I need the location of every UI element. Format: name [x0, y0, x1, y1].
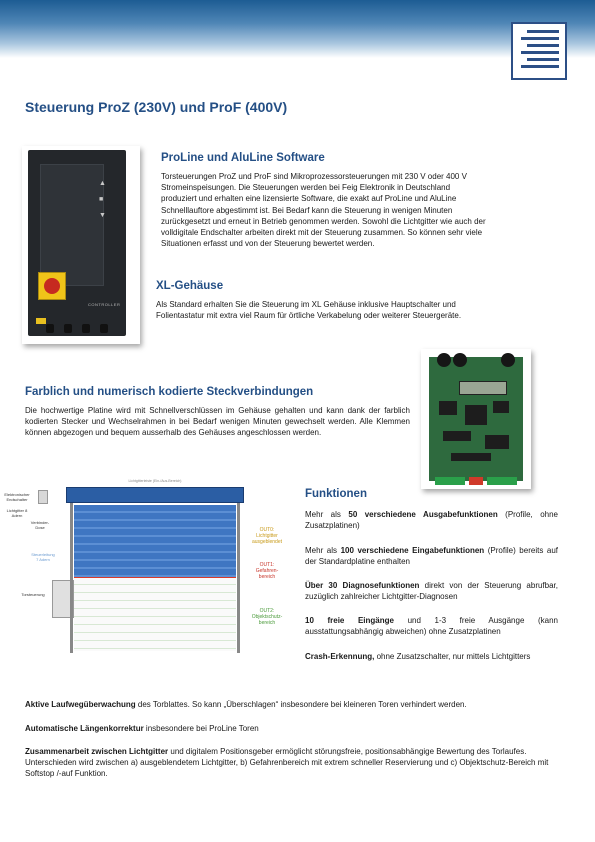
funktion-item-3: Über 30 Diagnosefunktionen direkt von der Steuerung abrufbar, zuzüglich zahlreicher Lichtgitter-Diagnosen [305, 581, 558, 602]
funktion-item-2: Mehr als 100 verschiedene Eingabefunktionen (Profile) bereits auf der Standardplatine enthalten [305, 546, 558, 567]
page-title: Steuerung ProZ (230V) und ProF (400V) [25, 99, 288, 115]
plugs-text: Die hochwertige Platine wird mit Schnellverschlüssen im Gehäuse gehalten und kann dank der farblich kodierten Stecker und Wechselrahmen in bei Bedarf wenigen Minuten gewechselt werden. Alle Klemmen können abgezogen und bequem ausserhalb des Gehäuses angeschlossen werden. [25, 406, 410, 438]
funktionen-heading: Funktionen [305, 488, 367, 500]
zone-out0: OUT0: Lichtgitter ausgeblendet [251, 527, 283, 545]
company-logo-icon [511, 22, 567, 80]
diagram-label-steuerleitung: Steuerleitung 7 Adern [31, 552, 55, 562]
down-arrow-icon: ▼ [99, 212, 106, 219]
proline-heading: ProLine und AluLine Software [161, 152, 325, 164]
device-label: CONTROLLER [88, 302, 121, 307]
diagram-label-endschalter: Elektronischer Endschalter [4, 492, 30, 502]
funktion-item-1: Mehr als 50 verschiedene Ausgabefunktionen (Profile, ohne Zusatzplatinen) [305, 510, 558, 531]
laengenkorrektur-text: Automatische Längenkorrektur insbesondere bei ProLine Toren [25, 724, 259, 733]
controller-device-image [22, 146, 140, 344]
circuit-board-image [421, 349, 531, 489]
laufweg-text: Aktive Laufwegüberwachung des Torblattes. So kann „Überschlagen“ insbesondere bei kleineren Toren verhindert werden. [25, 700, 467, 709]
diagram-label-lichtgitter: Lichtgitter 8 Adern [6, 508, 28, 518]
xl-text: Als Standard erhalten Sie die Steuerung im XL Gehäuse inklusive Hauptschalter und Folientastatur mit extra viel Raum für örtliche Verkabelung oder weiterer Steuergeräte. [156, 300, 462, 321]
zone-out2: OUT2: Objektschutz-bereich [251, 608, 283, 626]
diagram-label-torsteuerung: Torsteuerung [21, 592, 45, 597]
header-gradient-banner [0, 0, 595, 58]
diagram-label-verbinder: Verbinder-Dose [30, 520, 50, 530]
door-frame [66, 487, 244, 657]
zone-out1: OUT1: Gefahren-bereich [255, 562, 279, 580]
plugs-heading: Farblich und numerisch kodierte Steckverbindungen [25, 386, 314, 398]
pcb-display [459, 381, 507, 395]
diagram-top-label: Lichtgitterleiste (Ein-/Aus-Bereich) [128, 479, 182, 483]
main-switch-icon [38, 272, 66, 300]
up-arrow-icon: ▲ [99, 180, 106, 187]
stop-icon: ■ [99, 196, 104, 203]
funktion-item-4: 10 freie Eingänge und 1-3 freie Ausgänge (kann ausstattungsabhängig abweichen) ohne Zusatzplatinen [305, 616, 559, 637]
lichtgitter-text: Zusammenarbeit zwischen Lichtgitter und digitalem Positionsgeber ermöglicht störungsfreie, positionsabhängige Bewertung des Torlaufes. Unterschieden wird zwischen a) ausgeblendetem Lichtgitter, b) Gefahrenbereich mit extrem schneller Reservierung und c) Objektschutz-Bereich mit Softstop /-auf Funktion. [25, 747, 549, 779]
funktion-item-5: Crash-Erkennung, ohne Zusatzschalter, nur mittels Lichtgitters [305, 652, 531, 661]
xl-heading: XL-Gehäuse [156, 280, 224, 292]
proline-text: Torsteuerungen ProZ und ProF sind Mikroprozessorsteuerungen mit 230 V oder 400 V Stromeinspeisungen. Die Steuerungen werden bei Feig Elektronik in Deutschland produziert und erhalten eine lizensierte Software, die exakt auf ProLine und AluLine Schnelllauftore abgestimmt ist. Bei Bedarf kann die Steuerung in wenigen Minuten zurückgesetzt und erneut in Betrieb genommen werden. Sowohl die Lichtgitter wie auch der volldigitale Endschalter arbeiten direkt mit der Steuerung zusammen. So können sehr viele Situationen erfasst und von der Steuerung bewertet werden. [161, 172, 486, 249]
